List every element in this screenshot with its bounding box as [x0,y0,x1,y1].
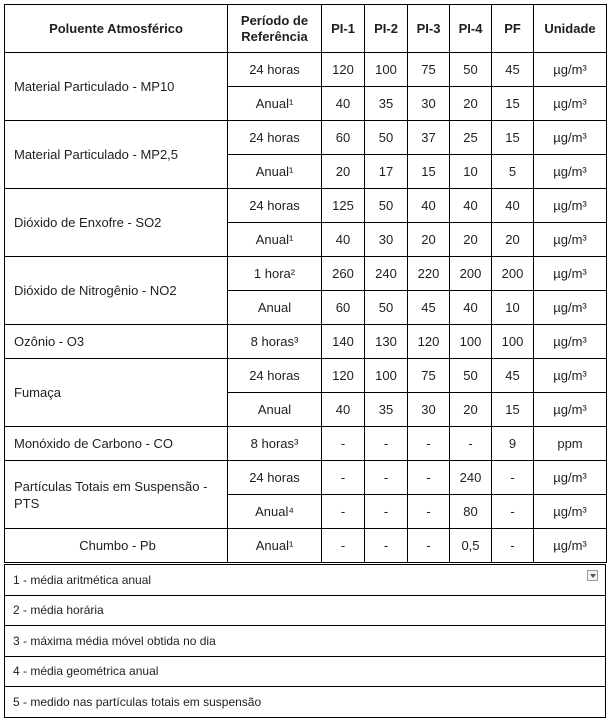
header-period-line2: Referência [241,28,308,44]
pollutant-cell: Material Particulado - MP10 [5,53,228,121]
table-row [5,189,607,223]
pi1-cell: 40 [322,87,365,121]
pi1-cell: 120 [322,359,365,393]
pi4-cell: 20 [450,393,492,427]
header-pi3: PI-3 [408,5,450,53]
footnote-row [5,626,606,657]
pi4-cell: 0,5 [450,529,492,563]
pi4-cell: 100 [450,325,492,359]
unit-cell: µg/m³ [534,393,607,427]
pf-cell: - [492,495,534,529]
period-cell: 8 horas³ [228,427,322,461]
unit-cell: µg/m³ [534,155,607,189]
pi2-cell: - [365,427,408,461]
pf-cell: 15 [492,87,534,121]
period-cell: Anual¹ [228,529,322,563]
pollutant-cell: Fumaça [5,359,228,427]
pi1-cell: - [322,461,365,495]
pi3-cell: 75 [408,359,450,393]
pi3-cell: 40 [408,189,450,223]
pi2-cell: 50 [365,121,408,155]
period-cell: 24 horas [228,359,322,393]
period-cell: Anual [228,393,322,427]
pi2-cell: - [365,495,408,529]
footnote-row [5,687,606,718]
header-pf: PF [492,5,534,53]
pf-cell: 15 [492,121,534,155]
header-pollutant: Poluente Atmosférico [5,5,228,53]
pi3-cell: 220 [408,257,450,291]
pf-cell: 15 [492,393,534,427]
pf-cell: 20 [492,223,534,257]
dropdown-arrow-icon[interactable] [587,570,598,581]
footnote-5: 5 - medido nas partículas totais em suspensão [5,687,606,718]
pf-cell: 5 [492,155,534,189]
pollutant-cell: Dióxido de Enxofre - SO2 [5,189,228,257]
pi1-cell: 140 [322,325,365,359]
header-period-line1: Período de [240,12,309,28]
period-cell: 1 hora² [228,257,322,291]
pollutant-cell: Chumbo - Pb [5,529,228,563]
pi1-cell: 20 [322,155,365,189]
footnotes-table [4,564,606,718]
pi2-cell: 35 [365,393,408,427]
period-cell: Anual¹ [228,155,322,189]
pi4-cell: 40 [450,189,492,223]
footnote-4: 4 - média geométrica anual [5,656,606,687]
footnote-1: 1 - média aritmética anual [5,565,606,596]
pf-cell: 40 [492,189,534,223]
pi2-cell: 30 [365,223,408,257]
pi2-cell: 240 [365,257,408,291]
table-row [5,325,607,359]
pi3-cell: 120 [408,325,450,359]
pollutant-cell: Monóxido de Carbono - CO [5,427,228,461]
pi1-cell: - [322,427,365,461]
pollutant-cell: Partículas Totais em Suspensão - PTS [5,461,228,529]
pi4-cell: 25 [450,121,492,155]
pi1-cell: - [322,529,365,563]
header-pi1: PI-1 [322,5,365,53]
pi4-cell: 200 [450,257,492,291]
unit-cell: µg/m³ [534,121,607,155]
pi3-cell: - [408,529,450,563]
pi3-cell: - [408,495,450,529]
pi2-cell: 100 [365,359,408,393]
pi2-cell: - [365,461,408,495]
pf-cell: - [492,461,534,495]
unit-cell: µg/m³ [534,325,607,359]
pi2-cell: 35 [365,87,408,121]
table-row [5,53,607,87]
period-cell: 8 horas³ [228,325,322,359]
pi1-cell: 60 [322,121,365,155]
pf-cell: 100 [492,325,534,359]
pi3-cell: 20 [408,223,450,257]
header-pi4: PI-4 [450,5,492,53]
unit-cell: µg/m³ [534,529,607,563]
pi3-cell: - [408,461,450,495]
pi1-cell: - [322,495,365,529]
pollutant-cell: Dióxido de Nitrogênio - NO2 [5,257,228,325]
pf-cell: 45 [492,53,534,87]
unit-cell: µg/m³ [534,223,607,257]
pi4-cell: 10 [450,155,492,189]
pi2-cell: 130 [365,325,408,359]
period-cell: 24 horas [228,461,322,495]
table-row [5,121,607,155]
pi3-cell: 45 [408,291,450,325]
pi1-cell: 120 [322,53,365,87]
pollutant-cell: Material Particulado - MP2,5 [5,121,228,189]
footnote-row [5,656,606,687]
pf-cell: 10 [492,291,534,325]
pi2-cell: 17 [365,155,408,189]
period-cell: Anual¹ [228,87,322,121]
footnote-row [5,565,606,596]
pi4-cell: 40 [450,291,492,325]
pi4-cell: - [450,427,492,461]
pi3-cell: 75 [408,53,450,87]
pi3-cell: 37 [408,121,450,155]
pf-cell: 45 [492,359,534,393]
pf-cell: 200 [492,257,534,291]
pf-cell: - [492,529,534,563]
footnote-row [5,595,606,626]
unit-cell: µg/m³ [534,87,607,121]
unit-cell: µg/m³ [534,189,607,223]
pi2-cell: 50 [365,291,408,325]
pi2-cell: 100 [365,53,408,87]
period-cell: 24 horas [228,189,322,223]
footnote-3: 3 - máxima média móvel obtida no dia [5,626,606,657]
header-period [228,5,322,53]
pi1-cell: 40 [322,393,365,427]
pi3-cell: 30 [408,393,450,427]
pi3-cell: 30 [408,87,450,121]
pi1-cell: 125 [322,189,365,223]
pollutant-cell: Ozônio - O3 [5,325,228,359]
table-row [5,461,607,495]
period-cell: 24 horas [228,53,322,87]
pi4-cell: 50 [450,359,492,393]
unit-cell: µg/m³ [534,53,607,87]
air-quality-standards-table [4,4,607,563]
pi1-cell: 60 [322,291,365,325]
period-cell: Anual⁴ [228,495,322,529]
footnote-2: 2 - média horária [5,595,606,626]
unit-cell: µg/m³ [534,291,607,325]
table-row [5,529,607,563]
period-cell: Anual¹ [228,223,322,257]
header-pi2: PI-2 [365,5,408,53]
pf-cell: 9 [492,427,534,461]
pi1-cell: 40 [322,223,365,257]
unit-cell: µg/m³ [534,495,607,529]
table-header-row [5,5,607,53]
pi3-cell: - [408,427,450,461]
unit-cell: µg/m³ [534,257,607,291]
unit-cell: µg/m³ [534,359,607,393]
table-row [5,257,607,291]
unit-cell: µg/m³ [534,461,607,495]
pi1-cell: 260 [322,257,365,291]
pi4-cell: 240 [450,461,492,495]
pi4-cell: 50 [450,53,492,87]
unit-cell: ppm [534,427,607,461]
table-row [5,359,607,393]
table-row [5,427,607,461]
pi4-cell: 20 [450,87,492,121]
header-unit: Unidade [534,5,607,53]
period-cell: 24 horas [228,121,322,155]
pi3-cell: 15 [408,155,450,189]
pi2-cell: 50 [365,189,408,223]
pi4-cell: 80 [450,495,492,529]
pi4-cell: 20 [450,223,492,257]
pi2-cell: - [365,529,408,563]
period-cell: Anual [228,291,322,325]
